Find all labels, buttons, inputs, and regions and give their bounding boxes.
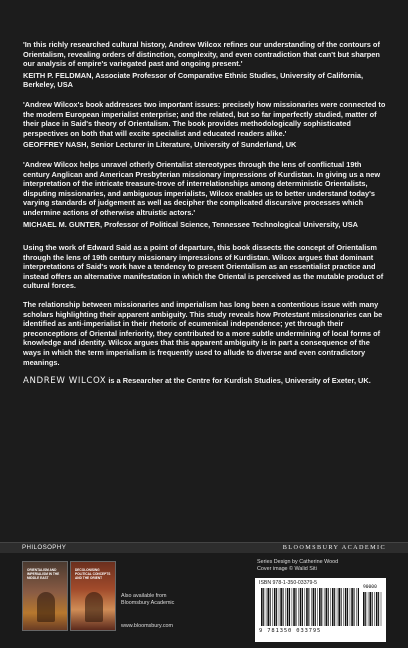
description-paragraph: Using the work of Edward Said as a point of departure, this book dissects the concept of Orientalism through the lens of 19th century missionary impressions of Kurdistan. Wilcox argues that dominant interpretations of Said's work have a tendency to present Orientalism as an essentialist practice and instead offers an alternative manifestation in which the Oriental is perceived as the mutable product of cultural forces. (23, 243, 384, 291)
related-book-cover (70, 561, 116, 631)
barcode-stripe (263, 588, 264, 626)
barcode-stripe (328, 588, 329, 626)
barcode-stripe (358, 588, 359, 626)
barcode-stripe (295, 588, 296, 626)
barcode-stripe (338, 588, 340, 626)
barcode-stripe (285, 588, 286, 626)
barcode-stripe (369, 592, 371, 626)
price-barcode-bars (363, 592, 383, 626)
barcode-stripe (345, 588, 347, 626)
barcode-stripe (356, 588, 357, 626)
barcode-stripe (317, 588, 318, 626)
barcode-stripe (319, 588, 321, 626)
barcode-stripe (298, 588, 299, 626)
barcode-stripe (306, 588, 308, 626)
related-book-cover (22, 561, 68, 631)
barcode-stripe (376, 592, 378, 626)
barcode-stripe (350, 588, 351, 626)
subject-category: PHILOSOPHY (22, 544, 67, 551)
cover-figure (85, 592, 103, 622)
barcode-stripe (351, 588, 353, 626)
barcode-stripe (272, 588, 273, 626)
barcode-stripe (276, 588, 277, 626)
barcode-stripe (378, 592, 379, 626)
barcode-stripe (321, 588, 322, 626)
price-code-digits: 90000 (363, 585, 377, 590)
barcode-stripe (315, 588, 316, 626)
also-available-text: Also available from Bloomsbury Academic (121, 593, 175, 606)
barcode-stripe (334, 588, 335, 626)
isbn-label: ISBN 978-1-350-03379-5 (259, 580, 317, 586)
barcode-panel (255, 578, 386, 642)
barcode-bars (261, 588, 359, 626)
barcode-stripe (292, 588, 293, 626)
barcode-stripe (337, 588, 338, 626)
barcode-stripe (313, 588, 315, 626)
barcode-stripe (343, 588, 344, 626)
endorsement-quote: 'In this richly researched cultural history, Andrew Wilcox refines our understanding of the contours of Orientalism, revealing orders of distinction, complexity, and even contradiction that can't but sharpen our analysis of empire's variegated past and ongoing present.' (23, 40, 380, 69)
barcode-stripe (279, 588, 280, 626)
barcode-stripe (341, 588, 342, 626)
endorsement-attribution: KEITH P. FELDMAN, Associate Professor of Comparative Ethnic Studies, University of California, Berkeley, USA (23, 70, 364, 90)
barcode-digits: 9 781350 033795 (259, 628, 322, 634)
barcode-stripe (368, 592, 369, 626)
description-paragraph: The relationship between missionaries and imperialism has long been a contentious issue with many scholars highlighting their apparent ambiguity. This study reveals how Protestant missionaries can be identified as anti-imperialist in their rhetoric of ecumenical independence; yet through their preconceptions of Oriental inferiority, they contributed to a more subtle undermining of local forms of knowledge and identity. Wilcox argues that this apparent ambiguity is in part a consequence of the ways in which the term imperialism is frequently used to allude to diverse and even contradictory meanings. (23, 300, 383, 367)
endorsement-3 (23, 160, 387, 229)
barcode-stripe (283, 588, 284, 626)
author-name: ANDREW WILCOX (23, 376, 107, 387)
barcode-stripe (330, 588, 331, 626)
barcode-stripe (311, 588, 312, 626)
author-bio (23, 376, 387, 387)
barcode-stripe (287, 588, 289, 626)
barcode-stripe (293, 588, 295, 626)
book-description (23, 243, 387, 367)
endorsement-2 (23, 100, 387, 150)
barcode-stripe (308, 588, 309, 626)
endorsement-quote: 'Andrew Wilcox helps unravel otherly Orientalist stereotypes through the lens of conflictual 19th century Anglican and American Presbyterian missionary impressions of Kurdistan. In giving us a new interpretation of the intricate treasure-trove of interrelationships among deterministic Orientalists, disputing missionaries, and ambiguous imperialists, Wilcox enables us to better understand today's varying standards of judgement as well as decipher the complicated discursive processes which undermine actions of otherwise altruistic actors.' (23, 159, 381, 217)
endorsement-quote: 'Andrew Wilcox's book addresses two important issues: precisely how missionaries were connected to the modern European imperialist enterprise; and the related, but so far imperfectly studied, matter of their place in Said's theory of Orientalism. The book provides methodologically sophisticated perspectives on both that will excite specialist and educated readers alike.' (23, 99, 386, 138)
barcode-stripe (302, 588, 303, 626)
series-design-credit: Series Design by Catherine Wood (257, 559, 339, 565)
barcode-stripe (274, 588, 276, 626)
cover-figure (37, 592, 55, 622)
barcode-stripe (324, 588, 325, 626)
cover-text (23, 40, 387, 387)
barcode-stripe (270, 588, 271, 626)
publisher-website: www.bloomsbury.com (121, 623, 174, 629)
barcode-stripe (305, 588, 306, 626)
barcode-stripe (280, 588, 282, 626)
related-book-title: ORIENTALISM AND IMPERIALISM IN THE MIDDLE EAST (27, 568, 60, 580)
design-credits (257, 559, 338, 573)
barcode-stripe (363, 592, 365, 626)
barcode-stripe (332, 588, 334, 626)
cover-image-credit: Cover image © Walid Siti (257, 566, 317, 572)
author-bio-text: is a Researcher at the Centre for Kurdish Studies, University of Exeter, UK. (106, 376, 371, 386)
barcode-stripe (347, 588, 348, 626)
endorsement-attribution: MICHAEL M. GUNTER, Professor of Political Science, Tennessee Technological University, USA (23, 219, 358, 229)
barcode-stripe (267, 588, 269, 626)
barcode-stripe (300, 588, 302, 626)
barcode-stripe (326, 588, 328, 626)
publisher-name: BLOOMSBURY ACADEMIC (282, 544, 386, 551)
barcode-stripe (365, 592, 366, 626)
barcode-stripe (266, 588, 267, 626)
barcode-stripe (381, 592, 382, 626)
barcode-stripe (374, 592, 375, 626)
footer-area (0, 553, 408, 648)
endorsement-attribution: GEOFFREY NASH, Senior Lecturer in Literature, University of Sunderland, UK (23, 140, 297, 150)
related-book-title: DECOLONISING POLITICAL CONCEPTS AND THE ORIENT (75, 568, 111, 580)
barcode-stripe (354, 588, 355, 626)
endorsement-1 (23, 40, 387, 90)
barcode-stripe (289, 588, 290, 626)
barcode-stripe (261, 588, 263, 626)
barcode-stripe (372, 592, 373, 626)
